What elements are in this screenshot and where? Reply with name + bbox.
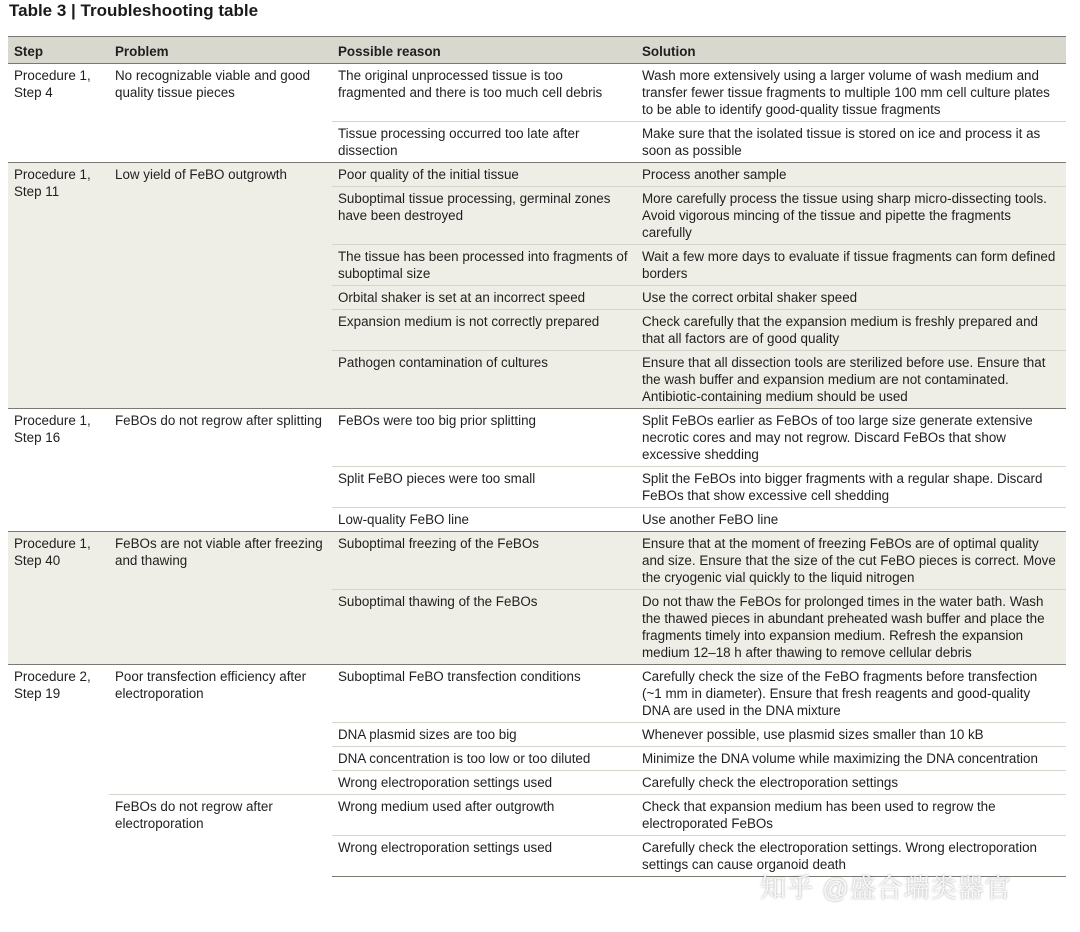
- solution-cell: Check carefully that the expansion medium is freshly prepared and that all factors are of good quality: [636, 310, 1066, 351]
- reason-cell: Poor quality of the initial tissue: [332, 163, 636, 187]
- solution-cell: Ensure that all dissection tools are sterilized before use. Ensure that the wash buffer and expansion medium are not contaminated. Antibiotic-containing medium should be used: [636, 351, 1066, 409]
- solution-cell: Minimize the DNA volume while maximizing the DNA concentration: [636, 747, 1066, 771]
- solution-cell: Use another FeBO line: [636, 508, 1066, 532]
- table-title: Table 3 | Troubleshooting table: [9, 1, 259, 20]
- reason-cell: Wrong medium used after outgrowth: [332, 795, 636, 836]
- solution-cell: More carefully process the tissue using sharp micro-dissecting tools. Avoid vigorous mincing of the tissue and pipette the fragments carefully: [636, 187, 1066, 245]
- table-row: [8, 409, 1066, 467]
- table-row: [8, 532, 1066, 590]
- reason-cell: Wrong electroporation settings used: [332, 771, 636, 795]
- solution-cell: Whenever possible, use plasmid sizes smaller than 10 kB: [636, 723, 1066, 747]
- solution-cell: Make sure that the isolated tissue is stored on ice and process it as soon as possible: [636, 122, 1066, 163]
- step-cell: Procedure 2, Step 19: [8, 665, 109, 877]
- table-row: [8, 795, 1066, 836]
- header-step: Step: [8, 37, 109, 64]
- reason-cell: Wrong electroporation settings used: [332, 836, 636, 877]
- reason-cell: Split FeBO pieces were too small: [332, 467, 636, 508]
- reason-cell: Pathogen contamination of cultures: [332, 351, 636, 409]
- solution-cell: Ensure that at the moment of freezing FeBOs are of optimal quality and size. Ensure that the size of the cut FeBO pieces is correct. Move the cryogenic vial quickly to the liquid nitrogen: [636, 532, 1066, 590]
- solution-cell: Carefully check the electroporation settings. Wrong electroporation settings can cause organoid death: [636, 836, 1066, 877]
- solution-cell: Split FeBOs earlier as FeBOs of too large size generate extensive necrotic cores and may not regrow. Discard FeBOs that show excessive shedding: [636, 409, 1066, 467]
- problem-cell: Poor transfection efficiency after electroporation: [109, 665, 332, 795]
- reason-cell: Low-quality FeBO line: [332, 508, 636, 532]
- solution-cell: Do not thaw the FeBOs for prolonged times in the water bath. Wash the thawed pieces in abundant preheated wash buffer and place the fragments timely into expansion medium. Refresh the expansion medium 12–18 h after thawing to remove cellular debris: [636, 590, 1066, 665]
- problem-cell: No recognizable viable and good quality tissue pieces: [109, 64, 332, 163]
- header-problem: Problem: [109, 37, 332, 64]
- problem-cell: FeBOs do not regrow after splitting: [109, 409, 332, 532]
- solution-cell: Split the FeBOs into bigger fragments with a regular shape. Discard FeBOs that show excessive cell shedding: [636, 467, 1066, 508]
- reason-cell: Suboptimal thawing of the FeBOs: [332, 590, 636, 665]
- reason-cell: The tissue has been processed into fragments of suboptimal size: [332, 245, 636, 286]
- table-row: [8, 665, 1066, 723]
- reason-cell: FeBOs were too big prior splitting: [332, 409, 636, 467]
- watermark-text: 知乎 @盛合瑞类器官: [760, 873, 1012, 903]
- solution-cell: Use the correct orbital shaker speed: [636, 286, 1066, 310]
- step-cell: Procedure 1, Step 16: [8, 409, 109, 532]
- problem-cell: Low yield of FeBO outgrowth: [109, 163, 332, 409]
- header-possible-reason: Possible reason: [332, 37, 636, 64]
- reason-cell: Suboptimal freezing of the FeBOs: [332, 532, 636, 590]
- solution-cell: Carefully check the electroporation settings: [636, 771, 1066, 795]
- step-cell: Procedure 1, Step 4: [8, 64, 109, 163]
- table-row: [8, 64, 1066, 122]
- table-row: [8, 163, 1066, 187]
- troubleshooting-table: [8, 36, 1066, 877]
- step-cell: Procedure 1, Step 11: [8, 163, 109, 409]
- table-header-row: [8, 37, 1066, 64]
- solution-cell: Wait a few more days to evaluate if tissue fragments can form defined borders: [636, 245, 1066, 286]
- reason-cell: Suboptimal tissue processing, germinal zones have been destroyed: [332, 187, 636, 245]
- step-cell: Procedure 1, Step 40: [8, 532, 109, 665]
- reason-cell: Suboptimal FeBO transfection conditions: [332, 665, 636, 723]
- reason-cell: DNA concentration is too low or too diluted: [332, 747, 636, 771]
- reason-cell: DNA plasmid sizes are too big: [332, 723, 636, 747]
- solution-cell: Carefully check the size of the FeBO fragments before transfection (~1 mm in diameter). Ensure that fresh reagents and good-quality DNA are used in the DNA mixture: [636, 665, 1066, 723]
- header-solution: Solution: [636, 37, 1066, 64]
- reason-cell: The original unprocessed tissue is too fragmented and there is too much cell debris: [332, 64, 636, 122]
- table-body: [8, 64, 1066, 877]
- solution-cell: Check that expansion medium has been used to regrow the electroporated FeBOs: [636, 795, 1066, 836]
- solution-cell: Wash more extensively using a larger volume of wash medium and transfer fewer tissue fragments to multiple 100 mm cell culture plates to be able to identify good-quality tissue fragments: [636, 64, 1066, 122]
- problem-cell: FeBOs are not viable after freezing and thawing: [109, 532, 332, 665]
- reason-cell: Tissue processing occurred too late after dissection: [332, 122, 636, 163]
- reason-cell: Orbital shaker is set at an incorrect speed: [332, 286, 636, 310]
- reason-cell: Expansion medium is not correctly prepared: [332, 310, 636, 351]
- problem-cell: FeBOs do not regrow after electroporation: [109, 795, 332, 877]
- solution-cell: Process another sample: [636, 163, 1066, 187]
